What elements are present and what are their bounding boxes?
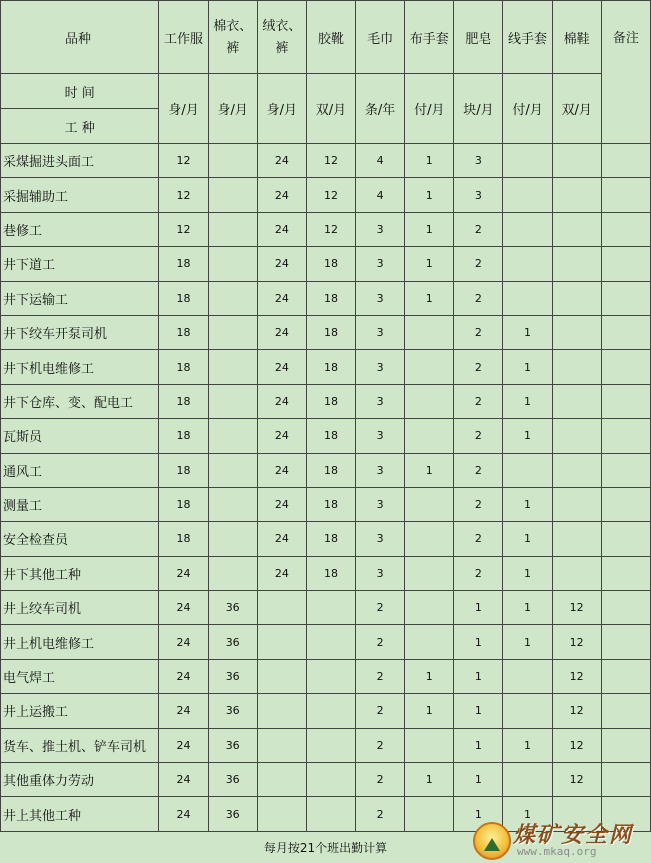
value-cell <box>503 659 552 693</box>
value-cell <box>552 556 601 590</box>
value-cell: 24 <box>257 315 306 349</box>
value-cell: 3 <box>454 144 503 178</box>
value-cell: 1 <box>454 763 503 797</box>
table-row <box>1 384 651 418</box>
value-cell <box>257 659 306 693</box>
value-cell <box>405 591 454 625</box>
value-cell: 1 <box>405 144 454 178</box>
unit-towel: 条/年 <box>356 74 405 144</box>
value-cell: 36 <box>208 591 257 625</box>
value-cell <box>503 763 552 797</box>
work-type-cell: 采掘辅助工 <box>1 178 159 212</box>
value-cell: 24 <box>159 556 208 590</box>
value-cell: 1 <box>454 659 503 693</box>
value-cell: 24 <box>159 728 208 762</box>
value-cell: 3 <box>356 315 405 349</box>
value-cell: 1 <box>503 556 552 590</box>
unit-rubber-boots: 双/月 <box>306 74 355 144</box>
value-cell <box>601 315 650 349</box>
value-cell: 1 <box>454 625 503 659</box>
col-header-cotton-shoes: 棉鞋 <box>552 1 601 74</box>
value-cell <box>306 591 355 625</box>
value-cell: 36 <box>208 797 257 831</box>
value-cell <box>601 453 650 487</box>
value-cell: 24 <box>159 591 208 625</box>
value-cell <box>257 591 306 625</box>
value-cell: 1 <box>405 281 454 315</box>
value-cell: 1 <box>405 212 454 246</box>
value-cell <box>601 178 650 212</box>
value-cell <box>405 797 454 831</box>
header-row-items <box>1 1 651 74</box>
value-cell <box>208 178 257 212</box>
header-row-time <box>1 74 651 109</box>
table-row <box>1 625 651 659</box>
value-cell: 24 <box>257 556 306 590</box>
value-cell: 2 <box>356 728 405 762</box>
watermark-brand: 煤矿安全网 <box>513 823 634 848</box>
value-cell: 2 <box>454 556 503 590</box>
value-cell: 24 <box>257 384 306 418</box>
value-cell: 24 <box>159 625 208 659</box>
value-cell: 18 <box>306 556 355 590</box>
unit-workwear: 身/月 <box>159 74 208 144</box>
value-cell: 24 <box>159 797 208 831</box>
value-cell: 12 <box>552 728 601 762</box>
value-cell: 1 <box>503 315 552 349</box>
value-cell: 24 <box>159 763 208 797</box>
value-cell <box>552 144 601 178</box>
value-cell: 3 <box>356 247 405 281</box>
value-cell: 18 <box>159 384 208 418</box>
value-cell: 18 <box>159 453 208 487</box>
value-cell <box>601 247 650 281</box>
value-cell <box>208 453 257 487</box>
value-cell: 18 <box>306 315 355 349</box>
value-cell: 3 <box>356 384 405 418</box>
value-cell: 18 <box>306 384 355 418</box>
work-type-cell: 井下仓库、变、配电工 <box>1 384 159 418</box>
work-type-cell: 瓦斯员 <box>1 419 159 453</box>
value-cell: 1 <box>503 728 552 762</box>
value-cell: 24 <box>257 212 306 246</box>
value-cell <box>405 487 454 521</box>
col-header-towel: 毛巾 <box>356 1 405 74</box>
value-cell <box>552 487 601 521</box>
value-cell: 24 <box>159 659 208 693</box>
col-header-remarks: 备注 <box>601 1 650 144</box>
work-type-cell: 井下其他工种 <box>1 556 159 590</box>
value-cell: 36 <box>208 625 257 659</box>
work-type-cell: 井下运输工 <box>1 281 159 315</box>
value-cell <box>601 694 650 728</box>
value-cell <box>306 728 355 762</box>
unit-fleece: 身/月 <box>257 74 306 144</box>
table-row <box>1 315 651 349</box>
value-cell: 18 <box>306 453 355 487</box>
value-cell <box>601 522 650 556</box>
value-cell: 3 <box>356 212 405 246</box>
value-cell <box>503 281 552 315</box>
value-cell: 18 <box>306 487 355 521</box>
work-type-cell: 其他重体力劳动 <box>1 763 159 797</box>
value-cell: 12 <box>159 212 208 246</box>
value-cell: 18 <box>306 247 355 281</box>
footer-note: 每月按21个班出勤计算 <box>263 841 388 855</box>
value-cell <box>405 350 454 384</box>
table-row <box>1 763 651 797</box>
value-cell: 4 <box>356 144 405 178</box>
value-cell <box>601 419 650 453</box>
col-header-rubber-boots: 胶靴 <box>306 1 355 74</box>
value-cell <box>503 247 552 281</box>
value-cell: 1 <box>503 487 552 521</box>
value-cell: 24 <box>257 419 306 453</box>
value-cell: 2 <box>356 659 405 693</box>
value-cell: 24 <box>257 144 306 178</box>
value-cell <box>306 694 355 728</box>
value-cell <box>552 315 601 349</box>
value-cell <box>405 556 454 590</box>
value-cell: 2 <box>356 591 405 625</box>
work-type-cell: 井上其他工种 <box>1 797 159 831</box>
value-cell: 1 <box>405 763 454 797</box>
work-type-cell: 井下机电维修工 <box>1 350 159 384</box>
value-cell <box>306 659 355 693</box>
value-cell <box>552 797 601 831</box>
unit-cotton-shoes: 双/月 <box>552 74 601 144</box>
value-cell <box>405 728 454 762</box>
value-cell <box>601 556 650 590</box>
table-body <box>1 144 651 832</box>
value-cell <box>257 694 306 728</box>
value-cell: 1 <box>503 591 552 625</box>
unit-cloth-gloves: 付/月 <box>405 74 454 144</box>
value-cell <box>552 212 601 246</box>
value-cell: 1 <box>405 178 454 212</box>
value-cell: 24 <box>257 487 306 521</box>
work-type-cell: 井下绞车开泵司机 <box>1 315 159 349</box>
value-cell <box>208 315 257 349</box>
value-cell <box>503 453 552 487</box>
value-cell: 18 <box>306 419 355 453</box>
value-cell: 3 <box>356 556 405 590</box>
value-cell: 24 <box>257 178 306 212</box>
value-cell <box>601 212 650 246</box>
col-header-soap: 肥皂 <box>454 1 503 74</box>
table-row <box>1 591 651 625</box>
work-type-cell: 井上机电维修工 <box>1 625 159 659</box>
value-cell: 24 <box>257 453 306 487</box>
value-cell <box>405 384 454 418</box>
work-type-cell: 通风工 <box>1 453 159 487</box>
table-row <box>1 212 651 246</box>
value-cell: 36 <box>208 763 257 797</box>
value-cell: 18 <box>306 522 355 556</box>
value-cell <box>552 522 601 556</box>
table-row <box>1 728 651 762</box>
work-type-cell: 测量工 <box>1 487 159 521</box>
value-cell: 3 <box>356 487 405 521</box>
value-cell <box>306 797 355 831</box>
watermark-url: www.mkaq.org <box>517 845 597 858</box>
value-cell: 18 <box>159 487 208 521</box>
value-cell <box>208 144 257 178</box>
value-cell <box>552 281 601 315</box>
value-cell <box>208 247 257 281</box>
value-cell: 1 <box>503 384 552 418</box>
work-type-cell: 井下道工 <box>1 247 159 281</box>
value-cell <box>601 384 650 418</box>
value-cell <box>601 350 650 384</box>
value-cell <box>208 522 257 556</box>
value-cell: 18 <box>159 350 208 384</box>
unit-cotton-padded: 身/月 <box>208 74 257 144</box>
table-row <box>1 144 651 178</box>
value-cell: 1 <box>405 247 454 281</box>
value-cell <box>601 659 650 693</box>
value-cell <box>552 453 601 487</box>
value-cell: 12 <box>552 763 601 797</box>
time-header: 时 间 <box>1 74 159 109</box>
table-row <box>1 797 651 831</box>
value-cell <box>601 144 650 178</box>
table-row <box>1 178 651 212</box>
value-cell: 4 <box>356 178 405 212</box>
value-cell: 12 <box>159 144 208 178</box>
value-cell: 3 <box>356 522 405 556</box>
value-cell: 18 <box>159 419 208 453</box>
work-type-cell: 巷修工 <box>1 212 159 246</box>
value-cell <box>601 591 650 625</box>
value-cell <box>257 797 306 831</box>
value-cell: 1 <box>405 694 454 728</box>
value-cell: 2 <box>454 281 503 315</box>
value-cell: 12 <box>552 694 601 728</box>
value-cell <box>552 419 601 453</box>
col-header-cotton-padded: 棉衣、 裤 <box>208 1 257 74</box>
value-cell: 1 <box>454 591 503 625</box>
value-cell <box>257 763 306 797</box>
value-cell <box>208 487 257 521</box>
value-cell <box>601 281 650 315</box>
value-cell: 1 <box>454 694 503 728</box>
value-cell: 12 <box>306 178 355 212</box>
value-cell <box>503 178 552 212</box>
table-row <box>1 247 651 281</box>
table-row <box>1 487 651 521</box>
unit-cotton-gloves: 付/月 <box>503 74 552 144</box>
value-cell: 12 <box>159 178 208 212</box>
value-cell: 1 <box>503 350 552 384</box>
col-header-cotton-gloves: 线手套 <box>503 1 552 74</box>
value-cell <box>208 350 257 384</box>
work-type-cell: 井上绞车司机 <box>1 591 159 625</box>
value-cell: 1 <box>454 728 503 762</box>
value-cell: 2 <box>356 797 405 831</box>
value-cell: 24 <box>257 350 306 384</box>
value-cell <box>306 763 355 797</box>
value-cell: 3 <box>356 419 405 453</box>
value-cell: 2 <box>356 625 405 659</box>
value-cell <box>552 178 601 212</box>
value-cell: 12 <box>552 591 601 625</box>
work-type-cell: 电气焊工 <box>1 659 159 693</box>
table-row <box>1 350 651 384</box>
table-row <box>1 522 651 556</box>
value-cell <box>405 522 454 556</box>
value-cell: 1 <box>503 419 552 453</box>
value-cell <box>552 350 601 384</box>
value-cell: 2 <box>454 384 503 418</box>
value-cell <box>306 625 355 659</box>
value-cell <box>405 625 454 659</box>
value-cell: 24 <box>257 281 306 315</box>
value-cell <box>601 797 650 831</box>
value-cell <box>601 763 650 797</box>
work-type-cell: 井上运搬工 <box>1 694 159 728</box>
value-cell <box>257 728 306 762</box>
value-cell <box>552 247 601 281</box>
value-cell: 18 <box>159 522 208 556</box>
value-cell: 18 <box>159 281 208 315</box>
col-header-fleece: 绒衣、 裤 <box>257 1 306 74</box>
value-cell <box>552 384 601 418</box>
variety-header: 品种 <box>1 1 159 74</box>
value-cell: 12 <box>306 212 355 246</box>
value-cell: 2 <box>454 315 503 349</box>
table-row <box>1 659 651 693</box>
unit-soap: 块/月 <box>454 74 503 144</box>
value-cell <box>208 419 257 453</box>
value-cell <box>503 212 552 246</box>
table-row <box>1 419 651 453</box>
value-cell <box>208 384 257 418</box>
value-cell: 1 <box>503 625 552 659</box>
value-cell: 36 <box>208 728 257 762</box>
work-type-cell: 货车、推土机、铲车司机 <box>1 728 159 762</box>
value-cell: 2 <box>454 350 503 384</box>
value-cell <box>503 694 552 728</box>
worktype-header: 工 种 <box>1 109 159 144</box>
value-cell: 2 <box>454 487 503 521</box>
value-cell: 2 <box>454 419 503 453</box>
work-type-cell: 采煤掘进头面工 <box>1 144 159 178</box>
value-cell: 3 <box>454 178 503 212</box>
value-cell: 36 <box>208 659 257 693</box>
value-cell: 1 <box>405 659 454 693</box>
value-cell: 2 <box>454 522 503 556</box>
value-cell <box>601 487 650 521</box>
table-row <box>1 453 651 487</box>
value-cell <box>208 556 257 590</box>
value-cell: 3 <box>356 281 405 315</box>
value-cell: 1 <box>503 522 552 556</box>
value-cell <box>208 212 257 246</box>
value-cell: 12 <box>552 659 601 693</box>
value-cell: 3 <box>356 453 405 487</box>
value-cell <box>503 144 552 178</box>
value-cell: 18 <box>159 315 208 349</box>
value-cell: 12 <box>552 625 601 659</box>
table-row <box>1 694 651 728</box>
value-cell <box>405 419 454 453</box>
value-cell: 18 <box>306 350 355 384</box>
value-cell: 2 <box>356 763 405 797</box>
value-cell: 36 <box>208 694 257 728</box>
value-cell: 18 <box>306 281 355 315</box>
value-cell <box>208 281 257 315</box>
value-cell: 1 <box>454 797 503 831</box>
table-row <box>1 281 651 315</box>
table-row <box>1 556 651 590</box>
value-cell: 12 <box>306 144 355 178</box>
col-header-workwear: 工作服 <box>159 1 208 74</box>
value-cell: 1 <box>405 453 454 487</box>
value-cell: 2 <box>454 212 503 246</box>
value-cell: 3 <box>356 350 405 384</box>
value-cell: 2 <box>356 694 405 728</box>
value-cell: 18 <box>159 247 208 281</box>
value-cell <box>405 315 454 349</box>
value-cell: 2 <box>454 247 503 281</box>
value-cell: 24 <box>257 247 306 281</box>
value-cell <box>257 625 306 659</box>
value-cell: 24 <box>159 694 208 728</box>
value-cell: 1 <box>503 797 552 831</box>
value-cell: 2 <box>454 453 503 487</box>
value-cell <box>601 625 650 659</box>
value-cell: 24 <box>257 522 306 556</box>
value-cell <box>601 728 650 762</box>
col-header-cloth-gloves: 布手套 <box>405 1 454 74</box>
work-type-cell: 安全检查员 <box>1 522 159 556</box>
